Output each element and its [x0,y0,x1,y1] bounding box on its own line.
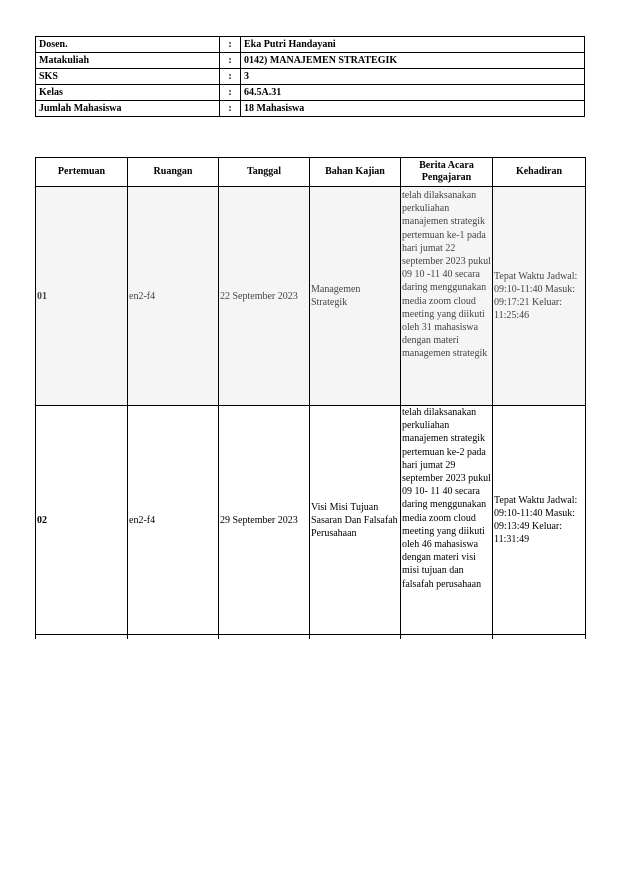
cell-pertemuan: 02 [36,406,128,635]
info-row-matakuliah [36,53,585,69]
empty-cell [36,635,128,640]
info-value: 18 Mahasiswa [241,101,585,117]
info-row-kelas [36,85,585,101]
info-value: Eka Putri Handayani [241,37,585,53]
cell-tanggal: 22 September 2023 [219,187,310,406]
header-berita-acara: Berita Acara Pengajaran [401,158,493,187]
info-row-sks [36,69,585,85]
cell-berita-acara: telah dilaksanakan perkuliahan manajemen strategik pertemuan ke-1 pada hari jumat 22 september 2023 pukul 09 10 -11 40 secara daring menggunakan media zoom cloud meeting yang diikuti oleh 31 mahasiswa dengan materi managemen strategik [401,187,493,406]
table-row-continuation [36,635,586,640]
info-label: Jumlah Mahasiswa [36,101,220,117]
cell-kehadiran: Tepat Waktu Jadwal: 09:10-11:40 Masuk: 09:13:49 Keluar: 11:31:49 [493,406,586,635]
empty-cell [128,635,219,640]
header-pertemuan: Pertemuan [36,158,128,187]
info-label: Kelas [36,85,220,101]
cell-pertemuan: 01 [36,187,128,406]
header-ruangan: Ruangan [128,158,219,187]
attendance-table [35,157,586,639]
header-tanggal: Tanggal [219,158,310,187]
info-label: Dosen. [36,37,220,53]
info-row-jumlah-mahasiswa [36,101,585,117]
cell-ruangan: en2-f4 [128,187,219,406]
cell-ruangan: en2-f4 [128,406,219,635]
empty-cell [219,635,310,640]
table-header-row [36,158,586,187]
info-value: 0142) MANAJEMEN STRATEGIK [241,53,585,69]
info-colon: : [220,69,241,85]
course-info-table [35,36,585,117]
info-value: 3 [241,69,585,85]
cell-kehadiran: Tepat Waktu Jadwal: 09:10-11:40 Masuk: 09:17:21 Keluar: 11:25:46 [493,187,586,406]
table-row [36,187,586,406]
info-colon: : [220,101,241,117]
cell-tanggal: 29 September 2023 [219,406,310,635]
cell-bahan-kajian: Visi Misi Tujuan Sasaran Dan Falsafah Perusahaan [310,406,401,635]
cell-berita-acara: telah dilaksanakan perkuliahan manajemen strategik pertemuan ke-2 pada hari jumat 29 september 2023 pukul 09 10- 11 40 secara daring menggunakan media zoom cloud meeting yang diikuti oleh 46 mahasiswa dengan materi visi misi tujuan dan falsafah perusahaan [401,406,493,635]
info-colon: : [220,53,241,69]
info-colon: : [220,85,241,101]
table-row [36,406,586,635]
info-row-dosen [36,37,585,53]
empty-cell [493,635,586,640]
header-bahan-kajian: Bahan Kajian [310,158,401,187]
info-colon: : [220,37,241,53]
info-label: SKS [36,69,220,85]
empty-cell [401,635,493,640]
header-kehadiran: Kehadiran [493,158,586,187]
cell-bahan-kajian: Managemen Strategik [310,187,401,406]
empty-cell [310,635,401,640]
info-value: 64.5A.31 [241,85,585,101]
info-label: Matakuliah [36,53,220,69]
